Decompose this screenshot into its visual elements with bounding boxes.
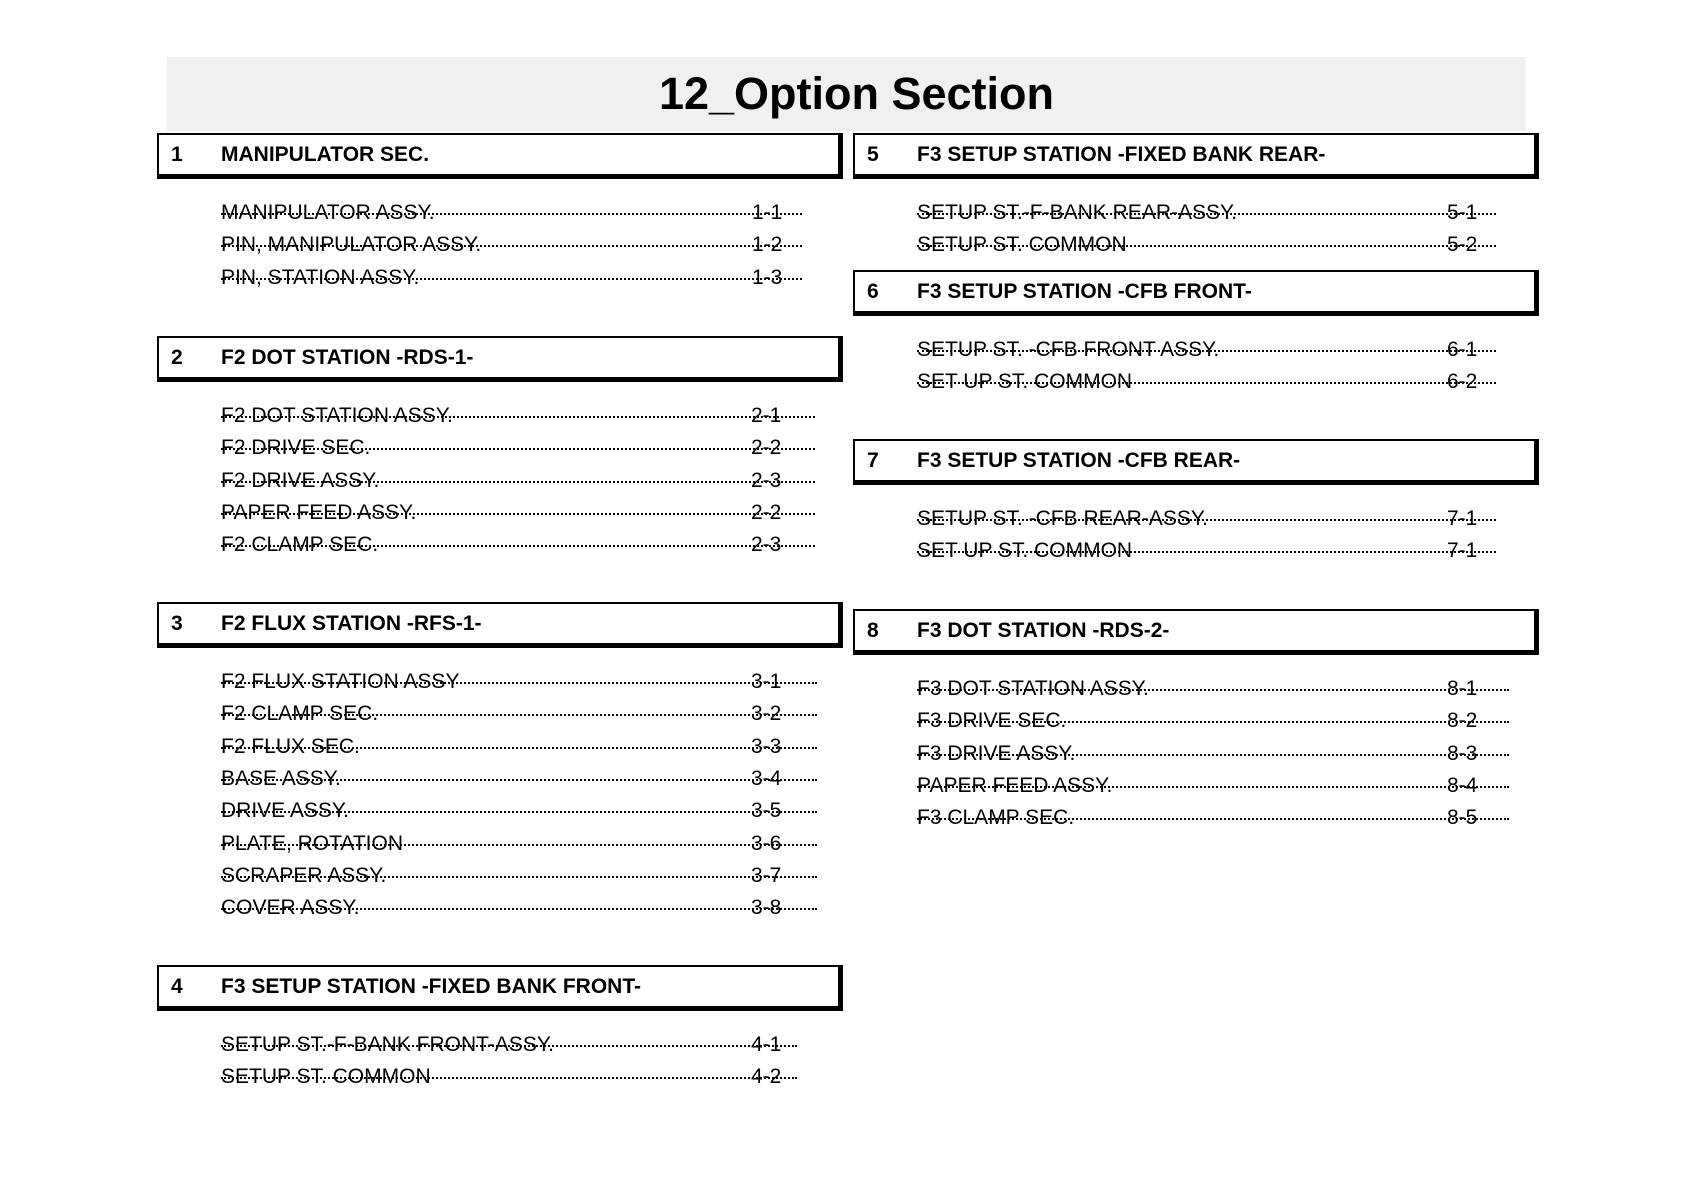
entry-page: 3-7 (751, 863, 782, 887)
section-3 (157, 602, 847, 924)
entry-label: F3 DRIVE ASSY. (917, 742, 1081, 766)
dot-leader (917, 818, 1509, 822)
dot-leader (221, 416, 815, 420)
entry-label: F2 CLAMP SEC. (221, 533, 384, 557)
section-title: F3 SETUP STATION -CFB REAR- (917, 448, 1241, 472)
toc-entry[interactable] (157, 400, 847, 432)
section-header[interactable] (157, 336, 843, 382)
entry-label: F3 DRIVE SEC. (917, 709, 1072, 733)
toc-entry[interactable] (157, 666, 847, 698)
toc-entry[interactable] (853, 503, 1543, 535)
item-list (853, 503, 1543, 568)
item-list (853, 673, 1543, 834)
toc-entry[interactable] (853, 802, 1543, 834)
item-list (157, 1029, 847, 1094)
dot-leader (917, 754, 1509, 758)
dot-leader (917, 689, 1509, 693)
page-title: 12_Option Section (658, 68, 1055, 119)
toc-entry[interactable] (853, 770, 1543, 802)
toc-entry[interactable] (157, 763, 847, 795)
entry-label: PLATE, ROTATION (221, 832, 409, 856)
entry-page: 3-8 (751, 896, 782, 920)
dot-leader (221, 448, 815, 452)
toc-entry[interactable] (853, 229, 1543, 261)
dot-leader (917, 245, 1496, 249)
toc-entry[interactable] (157, 432, 847, 464)
entry-page: 8-2 (1447, 709, 1478, 733)
item-list (853, 334, 1543, 399)
toc-entry[interactable] (157, 892, 847, 924)
section-number: 7 (867, 448, 879, 472)
item-list (157, 400, 847, 561)
entry-label: SCRAPER ASSY. (221, 864, 392, 888)
item-list (853, 197, 1543, 262)
entry-label: MANIPULATOR ASSY. (221, 201, 441, 225)
entry-label: SETUP ST. -CFB REAR-ASSY. (917, 507, 1214, 531)
entry-label: F2 DOT STATION ASSY. (221, 404, 459, 428)
entry-page: 3-2 (751, 702, 782, 726)
entry-label: SET UP ST. COMMON (917, 539, 1138, 563)
toc-entry[interactable] (157, 529, 847, 561)
entry-label: F2 FLUX SEC. (221, 735, 366, 759)
section-number: 1 (171, 142, 183, 166)
dot-leader (221, 811, 817, 815)
entry-label: F2 DRIVE ASSY. (221, 469, 385, 493)
dot-leader (221, 278, 802, 282)
entry-page: 2-2 (751, 501, 782, 525)
toc-entry[interactable] (853, 197, 1543, 229)
section-number: 8 (867, 618, 879, 642)
dot-leader (917, 382, 1496, 386)
entry-label: COVER ASSY. (221, 896, 366, 920)
section-title: F2 FLUX STATION -RFS-1- (221, 611, 482, 635)
entry-label: F2 CLAMP SEC. (221, 702, 384, 726)
section-title: MANIPULATOR SEC. (221, 142, 430, 166)
entry-page: 6-1 (1447, 338, 1478, 362)
entry-label: SETUP ST. COMMON (917, 233, 1133, 257)
section-5 (853, 133, 1543, 262)
section-number: 6 (867, 279, 879, 303)
section-title: F3 SETUP STATION -FIXED BANK REAR- (917, 142, 1326, 166)
toc-entry[interactable] (157, 1061, 847, 1093)
dot-leader (221, 908, 817, 912)
section-number: 2 (171, 345, 183, 369)
entry-page: 3-1 (751, 670, 782, 694)
toc-entry[interactable] (853, 738, 1543, 770)
dot-leader (221, 714, 817, 718)
entry-page: 7-1 (1447, 539, 1478, 563)
section-header[interactable] (853, 609, 1539, 655)
entry-page: 4-2 (751, 1065, 782, 1089)
dot-leader (221, 1077, 797, 1081)
entry-label: SETUP ST.-F-BANK FRONT-ASSY. (221, 1033, 560, 1057)
dot-leader (221, 876, 817, 880)
dot-leader (221, 779, 817, 783)
entry-label: SETUP ST.-F-BANK REAR-ASSY. (917, 201, 1243, 225)
entry-label: PIN, STATION ASSY. (221, 266, 425, 290)
dot-leader (221, 513, 815, 517)
entry-page: 3-6 (751, 831, 782, 855)
section-header[interactable] (853, 270, 1539, 316)
entry-page: 2-3 (751, 533, 782, 557)
section-header[interactable] (853, 439, 1539, 485)
dot-leader (917, 786, 1509, 790)
item-list (157, 197, 847, 294)
toc-entry[interactable] (157, 229, 847, 261)
entry-page: 3-4 (751, 767, 782, 791)
toc-entry[interactable] (853, 535, 1543, 567)
right-column (853, 0, 1543, 1190)
dot-leader (221, 682, 817, 686)
section-7 (853, 439, 1543, 568)
section-6 (853, 270, 1543, 399)
toc-entry[interactable] (853, 366, 1543, 398)
section-1 (157, 133, 847, 294)
section-title: F3 DOT STATION -RDS-2- (917, 618, 1170, 642)
entry-page: 7-1 (1447, 507, 1478, 531)
section-8 (853, 609, 1543, 834)
section-number: 5 (867, 142, 879, 166)
dot-leader (221, 545, 815, 549)
toc-entry[interactable] (157, 860, 847, 892)
entry-page: 8-5 (1447, 806, 1478, 830)
entry-label: F2 FLUX STATION ASSY (221, 670, 465, 694)
toc-entry[interactable] (157, 197, 847, 229)
dot-leader (917, 213, 1496, 217)
section-title: F3 SETUP STATION -CFB FRONT- (917, 279, 1252, 303)
dot-leader (221, 747, 817, 751)
section-header[interactable] (157, 133, 843, 179)
entry-label: PIN, MANIPULATOR ASSY. (221, 233, 487, 257)
entry-label: DRIVE ASSY. (221, 799, 355, 823)
toc-entry[interactable] (157, 827, 847, 859)
entry-page: 5-1 (1447, 201, 1478, 225)
toc-entry[interactable] (157, 698, 847, 730)
toc-entry[interactable] (853, 705, 1543, 737)
toc-entry[interactable] (157, 1029, 847, 1061)
dot-leader (221, 481, 815, 485)
dot-leader (221, 213, 802, 217)
entry-page: 3-3 (751, 734, 782, 758)
toc-entry[interactable] (157, 795, 847, 827)
entry-label: SETUP ST. -CFB FRONT ASSY. (917, 338, 1225, 362)
entry-page: 1-1 (752, 201, 783, 225)
dot-leader (221, 844, 817, 848)
section-number: 4 (171, 974, 183, 998)
section-title: F2 DOT STATION -RDS-1- (221, 345, 474, 369)
entry-page: 8-4 (1447, 774, 1478, 798)
dot-leader (917, 519, 1496, 523)
section-2 (157, 336, 847, 561)
entry-label: SETUP ST. COMMON (221, 1065, 437, 1089)
entry-page: 2-1 (751, 404, 782, 428)
entry-label: PAPER FEED ASSY. (917, 774, 1118, 798)
dot-leader (917, 551, 1496, 555)
entry-label: F2 DRIVE SEC. (221, 436, 376, 460)
entry-page: 1-3 (752, 265, 783, 289)
dot-leader (221, 1045, 797, 1049)
section-header[interactable] (157, 965, 843, 1011)
entry-page: 1-2 (752, 233, 783, 257)
entry-page: 8-1 (1447, 677, 1478, 701)
entry-label: PAPER FEED ASSY. (221, 501, 422, 525)
entry-label: F3 CLAMP SEC. (917, 806, 1080, 830)
section-4 (157, 965, 847, 1094)
toc-entry[interactable] (157, 262, 847, 294)
entry-page: 5-2 (1447, 233, 1478, 257)
section-header[interactable] (853, 133, 1539, 179)
toc-entry[interactable] (157, 731, 847, 763)
section-header[interactable] (157, 602, 843, 648)
dot-leader (917, 350, 1496, 354)
section-number: 3 (171, 611, 183, 635)
entry-label: SET UP ST. COMMON (917, 370, 1138, 394)
toc-entry[interactable] (853, 334, 1543, 366)
entry-page: 8-3 (1447, 741, 1478, 765)
toc-entry[interactable] (157, 497, 847, 529)
toc-entry[interactable] (853, 673, 1543, 705)
entry-page: 6-2 (1447, 370, 1478, 394)
toc-entry[interactable] (157, 465, 847, 497)
entry-label: BASE ASSY. (221, 767, 347, 791)
section-title: F3 SETUP STATION -FIXED BANK FRONT- (221, 974, 642, 998)
entry-page: 4-1 (751, 1033, 782, 1057)
entry-label: F3 DOT STATION ASSY. (917, 677, 1155, 701)
dot-leader (917, 721, 1509, 725)
entry-page: 2-3 (751, 468, 782, 492)
item-list (157, 666, 847, 924)
entry-page: 3-5 (751, 799, 782, 823)
entry-page: 2-2 (751, 436, 782, 460)
dot-leader (221, 245, 802, 249)
left-column (157, 0, 847, 1190)
